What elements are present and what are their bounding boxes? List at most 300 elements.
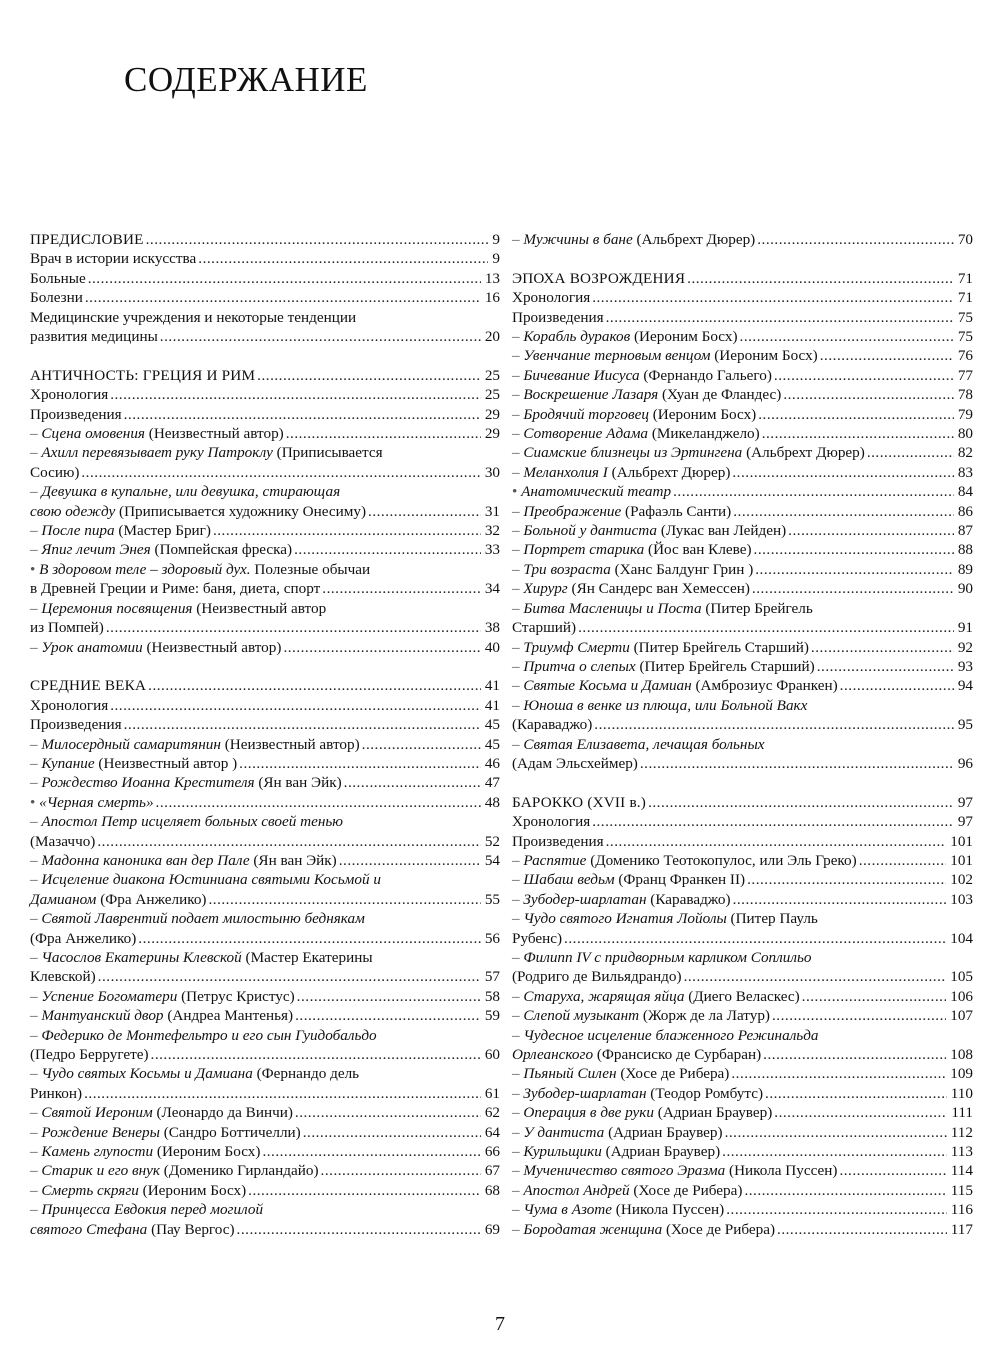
toc-entry-title	[512, 230, 755, 249]
entry-text: в Древней Греции и Риме: баня, диета, спорт	[30, 580, 321, 598]
dot-leader	[592, 288, 954, 307]
artwork-title: Святые Косьма и Дамиан	[523, 677, 692, 695]
toc-entry[interactable]	[30, 424, 500, 443]
toc-entry[interactable]	[512, 735, 973, 774]
entry-marker: –	[512, 677, 524, 695]
toc-entry[interactable]	[30, 1064, 500, 1103]
entry-text: (Диего Веласкес)	[684, 987, 800, 1005]
toc-entry-title	[30, 1181, 246, 1200]
dot-leader	[754, 540, 954, 559]
toc-entry[interactable]	[30, 249, 500, 268]
entry-marker: –	[30, 1026, 42, 1044]
dot-leader	[687, 269, 954, 288]
toc-entry[interactable]	[512, 1200, 973, 1219]
toc-page-number: 87	[957, 522, 973, 540]
toc-entry-line	[512, 909, 973, 928]
toc-entry[interactable]	[30, 405, 500, 424]
entry-text: (Хосе де Рибера)	[662, 1220, 776, 1238]
toc-entry[interactable]	[512, 909, 973, 948]
toc-entry-line	[30, 327, 500, 346]
toc-entry-title	[30, 288, 83, 307]
toc-section-heading[interactable]	[30, 366, 500, 385]
toc-page-number: 33	[484, 541, 500, 559]
entry-text: Хронология	[512, 813, 591, 831]
toc-page-number: 104	[950, 929, 973, 947]
entry-marker: –	[512, 522, 524, 540]
toc-entry[interactable]	[512, 424, 973, 443]
artwork-title: Мадонна каноника ван дер Пале	[41, 851, 250, 869]
entry-marker: –	[30, 871, 42, 889]
toc-entry-line	[30, 482, 500, 501]
toc-entry[interactable]	[30, 1142, 500, 1161]
toc-entry-line	[512, 929, 973, 948]
entry-marker: –	[512, 1084, 524, 1102]
toc-entry-title	[30, 1123, 301, 1142]
toc-entry[interactable]	[512, 405, 973, 424]
toc-entry[interactable]	[30, 560, 500, 599]
toc-entry-title	[512, 715, 592, 734]
toc-entry-line	[512, 1045, 973, 1064]
toc-section-heading[interactable]	[30, 676, 500, 695]
toc-entry[interactable]	[512, 1181, 973, 1200]
toc-section-heading[interactable]	[30, 230, 500, 249]
toc-entry-title	[512, 657, 815, 676]
toc-page-number: 91	[957, 619, 973, 637]
entry-text: АНТИЧНОСТЬ: ГРЕЦИЯ И РИМ	[30, 366, 256, 384]
toc-entry-line	[30, 773, 500, 792]
toc-entry[interactable]	[512, 346, 973, 365]
toc-entry-line	[512, 890, 973, 909]
toc-page-number: 38	[484, 619, 500, 637]
entry-marker: –	[30, 987, 42, 1005]
entry-text: (Неизвестный автор )	[94, 754, 238, 772]
toc-page-number: 45	[484, 735, 500, 753]
toc-entry-title	[30, 967, 96, 986]
toc-entry[interactable]	[30, 308, 500, 347]
toc-entry[interactable]	[512, 657, 973, 676]
entry-text: (Амброзиус Франкен)	[691, 677, 838, 695]
toc-entry[interactable]	[512, 560, 973, 579]
toc-entry[interactable]	[30, 288, 500, 307]
toc-entry[interactable]	[30, 987, 500, 1006]
entry-text: (Неизвестный автор)	[144, 425, 284, 443]
toc-entry[interactable]	[512, 676, 973, 695]
dot-leader	[594, 715, 954, 734]
dot-leader	[110, 385, 481, 404]
toc-entry-title	[30, 696, 108, 715]
toc-entry[interactable]	[512, 327, 973, 346]
entry-text: (Питер Брейгель Старший)	[635, 657, 815, 675]
dot-leader	[765, 1084, 947, 1103]
artwork-title: Анатомический театр	[521, 483, 672, 501]
toc-entry[interactable]	[512, 696, 973, 735]
toc-entry[interactable]	[512, 1103, 973, 1122]
toc-entry[interactable]	[30, 521, 500, 540]
dot-leader	[295, 1006, 481, 1025]
dot-leader	[257, 366, 481, 385]
toc-entry-title	[30, 1200, 263, 1219]
toc-page-number: 62	[484, 1104, 500, 1122]
entry-marker: –	[512, 541, 524, 559]
dot-leader	[239, 754, 481, 773]
toc-entry-line	[512, 793, 973, 812]
toc-page-number: 54	[484, 851, 500, 869]
toc-entry-line	[30, 638, 500, 657]
dot-leader	[198, 249, 488, 268]
toc-entry-line	[30, 618, 500, 637]
toc-page-number: 83	[957, 463, 973, 481]
toc-entry[interactable]	[512, 385, 973, 404]
entry-marker: –	[30, 1201, 42, 1219]
dot-leader	[88, 269, 481, 288]
artwork-title: Часослов Екатерины Клевской	[41, 949, 242, 966]
toc-entry[interactable]	[30, 1006, 500, 1025]
entry-marker: –	[30, 735, 42, 753]
toc-entry[interactable]	[512, 366, 973, 385]
toc-entry-line	[30, 851, 500, 870]
toc-entry-title	[512, 1220, 775, 1239]
toc-page-number: 94	[957, 677, 973, 695]
toc-entry-title	[30, 773, 342, 792]
artwork-title: Чудесное исцеление блаженного Режинальда	[523, 1026, 819, 1044]
artwork-title: Купание	[41, 754, 95, 772]
entry-marker: –	[30, 483, 42, 501]
artwork-title: Сцена омовения	[41, 425, 145, 443]
toc-page-number: 13	[484, 269, 500, 287]
toc-page-number: 96	[957, 754, 973, 772]
toc-entry[interactable]	[512, 1064, 973, 1083]
toc-page-number: 113	[950, 1143, 973, 1161]
entry-marker: –	[512, 871, 524, 889]
entry-marker: –	[512, 1181, 524, 1199]
entry-text: (Хосе де Рибера)	[616, 1065, 730, 1083]
toc-entry-line	[512, 269, 973, 288]
toc-entry-line	[512, 657, 973, 676]
toc-entry[interactable]	[512, 1142, 973, 1161]
toc-entry[interactable]	[30, 1026, 500, 1065]
entry-marker: –	[512, 386, 524, 404]
toc-entry[interactable]	[30, 385, 500, 404]
entry-marker: –	[30, 949, 42, 966]
toc-entry-title	[30, 560, 370, 579]
toc-page-number: 68	[484, 1181, 500, 1199]
toc-entry[interactable]	[512, 812, 973, 831]
entry-text: (Йос ван Клеве)	[644, 541, 752, 559]
toc-page-number: 45	[484, 716, 500, 734]
entry-marker: –	[512, 425, 524, 443]
toc-entry-line	[512, 1064, 973, 1083]
toc-entry[interactable]	[30, 1123, 500, 1142]
toc-entry-line	[30, 909, 500, 928]
section-gap	[512, 249, 973, 268]
dot-leader	[839, 1161, 946, 1180]
toc-entry-title	[512, 1103, 772, 1122]
entry-text: Произведения	[30, 405, 122, 423]
toc-entry[interactable]	[512, 638, 973, 657]
entry-text: (Родриго де Вильядрандо)	[512, 968, 682, 986]
entry-text: СРЕДНИЕ ВЕКА	[30, 677, 147, 695]
toc-entry-line	[30, 715, 500, 734]
toc-entry-line	[512, 754, 973, 773]
toc-entry[interactable]	[512, 1161, 973, 1180]
artwork-title: Апостол Андрей	[523, 1181, 630, 1199]
entry-text: (Помпейская фреска)	[150, 541, 293, 559]
entry-marker: –	[30, 1104, 42, 1122]
toc-entry-line	[30, 1026, 500, 1045]
artwork-title: Девушка в купальне, или девушка, стирающая	[41, 483, 341, 501]
page-title: СОДЕРЖАНИЕ	[124, 60, 368, 99]
dot-leader	[98, 967, 481, 986]
artwork-title: Чудо святого Игнатия Лойолы	[523, 910, 727, 928]
toc-entry-title	[30, 715, 122, 734]
toc-entry[interactable]	[30, 269, 500, 288]
toc-entry-line	[512, 1103, 973, 1122]
toc-entry-title	[512, 1181, 742, 1200]
toc-entry-title	[30, 463, 79, 482]
toc-page-number: 34	[484, 580, 500, 598]
toc-entry[interactable]	[30, 812, 500, 851]
toc-page-number: 106	[950, 987, 973, 1005]
entry-text: (Доменико Теотокопулос, или Эль Греко)	[586, 851, 857, 869]
toc-entry-line	[30, 754, 500, 773]
toc-entry-line	[30, 560, 500, 579]
toc-entry-title	[512, 735, 765, 754]
toc-entry[interactable]	[512, 1006, 973, 1025]
toc-entry[interactable]	[30, 754, 500, 773]
artwork-title: Принцесса Евдокия перед могилой	[41, 1201, 264, 1219]
toc-entry-title	[30, 443, 383, 462]
artwork-title: Федерико де Монтефельтро и его сын Гуидобальдо	[41, 1026, 377, 1044]
entry-marker: –	[30, 1162, 42, 1180]
entry-text: Произведения	[512, 832, 604, 850]
toc-entry-line	[512, 1084, 973, 1103]
entry-text: (Караваджо)	[512, 716, 593, 734]
toc-page-number: 95	[957, 716, 973, 734]
toc-page-number: 109	[950, 1065, 973, 1083]
toc-entry-title	[30, 521, 211, 540]
toc-page-number: 97	[957, 793, 973, 811]
entry-text: (Караваджо)	[646, 890, 731, 908]
toc-page-number: 101	[950, 832, 973, 850]
toc-entry[interactable]	[30, 540, 500, 559]
toc-entry-line	[512, 560, 973, 579]
toc-entry-title	[30, 1045, 149, 1064]
dot-leader	[732, 463, 953, 482]
toc-entry[interactable]	[30, 1181, 500, 1200]
entry-marker: –	[512, 735, 524, 753]
entry-text: (Адриан Браувер)	[653, 1104, 773, 1122]
toc-page-number: 20	[484, 328, 500, 346]
artwork-title: У дантиста	[523, 1123, 605, 1141]
toc-page-number: 112	[950, 1123, 973, 1141]
entry-marker: –	[512, 463, 524, 481]
toc-entry-line	[512, 579, 973, 598]
toc-entry[interactable]	[512, 890, 973, 909]
toc-page-number: 9	[492, 231, 500, 248]
toc-entry-line	[512, 502, 973, 521]
dot-leader	[124, 715, 481, 734]
toc-entry-line	[512, 870, 973, 889]
toc-entry[interactable]	[512, 948, 973, 987]
toc-entry-title	[512, 851, 857, 870]
toc-entry[interactable]	[30, 599, 500, 638]
toc-entry-title	[30, 405, 122, 424]
toc-entry[interactable]	[30, 793, 500, 812]
dot-leader	[297, 987, 481, 1006]
toc-page-number: 115	[950, 1181, 973, 1199]
dot-leader	[564, 929, 946, 948]
toc-entry-line	[512, 1181, 973, 1200]
toc-page-number: 52	[484, 832, 500, 850]
toc-entry-line	[30, 890, 500, 909]
toc-entry-title	[30, 909, 365, 928]
toc-entry-title	[30, 618, 104, 637]
dot-leader	[213, 521, 481, 540]
dot-leader	[726, 1200, 947, 1219]
toc-entry-title	[30, 754, 237, 773]
toc-page-number: 82	[957, 444, 973, 462]
toc-page-number: 76	[957, 347, 973, 365]
toc-entry[interactable]	[512, 851, 973, 870]
toc-entry[interactable]	[30, 443, 500, 482]
artwork-title: святого Стефана	[30, 1220, 148, 1238]
artwork-title: Успение Богоматери	[41, 987, 178, 1005]
dot-leader	[747, 870, 946, 889]
dot-leader	[788, 521, 954, 540]
toc-entry-title	[512, 1123, 723, 1142]
toc-entry[interactable]	[512, 230, 973, 249]
toc-page-number: 41	[484, 677, 500, 695]
toc-entry-line	[30, 424, 500, 443]
toc-entry[interactable]	[30, 870, 500, 909]
entry-marker: –	[30, 851, 42, 869]
toc-entry[interactable]	[512, 288, 973, 307]
toc-entry[interactable]	[30, 715, 500, 734]
entry-text: Рубенс)	[512, 929, 563, 947]
toc-entry[interactable]	[512, 1123, 973, 1142]
toc-page-number: 25	[484, 366, 500, 384]
toc-entry[interactable]	[30, 1103, 500, 1122]
toc-entry[interactable]	[512, 540, 973, 559]
toc-entry-title	[30, 269, 86, 288]
entry-text: ПРЕДИСЛОВИЕ	[30, 231, 144, 248]
entry-text: Клевской)	[30, 968, 96, 986]
toc-entry-line	[512, 735, 973, 754]
toc-entry-title	[30, 1026, 377, 1045]
toc-entry[interactable]	[30, 1161, 500, 1180]
toc-entry[interactable]	[30, 948, 500, 987]
toc-entry-line	[30, 308, 500, 327]
toc-entry[interactable]	[30, 482, 500, 521]
entry-marker: –	[512, 1065, 524, 1083]
toc-entry[interactable]	[512, 308, 973, 327]
toc-entry-title	[30, 366, 255, 385]
dot-leader	[578, 618, 954, 637]
toc-entry[interactable]	[30, 773, 500, 792]
entry-text: (Петрус Кристус)	[177, 987, 295, 1005]
artwork-title: Триумф Смерти	[523, 638, 630, 656]
toc-entry[interactable]	[512, 521, 973, 540]
entry-marker: –	[512, 1162, 524, 1180]
toc-entry[interactable]	[30, 1200, 500, 1239]
toc-page-number: 71	[957, 289, 973, 307]
toc-page-number: 102	[950, 871, 973, 889]
toc-entry-title	[512, 696, 807, 715]
entry-text: (Жорж де ла Латур)	[639, 1007, 770, 1025]
toc-entry-title	[512, 618, 576, 637]
dot-leader	[248, 1181, 481, 1200]
toc-entry[interactable]	[512, 832, 973, 851]
toc-entry[interactable]	[512, 599, 973, 638]
toc-entry[interactable]	[512, 1220, 973, 1239]
toc-entry[interactable]	[30, 638, 500, 657]
toc-entry[interactable]	[512, 1084, 973, 1103]
toc-entry[interactable]	[512, 1026, 973, 1065]
artwork-title: Воскрешение Лазаря	[523, 386, 659, 404]
toc-entry-title	[512, 540, 752, 559]
entry-marker: –	[30, 910, 42, 928]
toc-page-number: 71	[957, 269, 973, 287]
section-gap	[30, 657, 500, 676]
entry-marker: –	[512, 1201, 524, 1219]
toc-entry-line	[30, 1103, 500, 1122]
entry-marker: –	[512, 890, 524, 908]
artwork-title: Сотворение Адама	[523, 425, 649, 443]
dot-leader	[106, 618, 481, 637]
entry-text: (Доменико Гирландайо)	[160, 1162, 319, 1180]
entry-text: (Приписывается художнику Онесиму)	[115, 502, 367, 520]
toc-entry-line	[30, 385, 500, 404]
toc-entry[interactable]	[30, 735, 500, 754]
dot-leader	[156, 793, 481, 812]
entry-marker: –	[512, 910, 524, 928]
dot-leader	[262, 1142, 480, 1161]
toc-entry[interactable]	[512, 870, 973, 889]
entry-marker: –	[512, 1026, 524, 1044]
dot-leader	[774, 1103, 947, 1122]
toc-entry[interactable]	[512, 987, 973, 1006]
entry-marker: •	[30, 793, 40, 811]
toc-entry[interactable]	[30, 696, 500, 715]
toc-page-number: 89	[957, 560, 973, 578]
toc-entry[interactable]	[30, 909, 500, 948]
toc-entry-title	[30, 579, 320, 598]
toc-entry-title	[30, 793, 154, 812]
artwork-title: Урок анатомии	[41, 638, 143, 656]
entry-text: (Пау Вергос)	[147, 1220, 235, 1238]
toc-entry-title	[512, 890, 731, 909]
toc-entry-title	[512, 832, 604, 851]
dot-leader	[286, 424, 481, 443]
artwork-title: Старик и его внук	[41, 1162, 160, 1180]
toc-entry[interactable]	[512, 579, 973, 598]
entry-text: Произведения	[30, 716, 122, 734]
toc-entry[interactable]	[512, 463, 973, 482]
toc-page-number: 110	[950, 1084, 973, 1102]
artwork-title: Пьяный Силен	[523, 1065, 617, 1083]
dot-leader	[362, 735, 481, 754]
artwork-title: Камень глупости	[41, 1143, 154, 1161]
toc-entry[interactable]	[512, 482, 973, 501]
toc-page-number: 69	[484, 1220, 500, 1238]
toc-entry[interactable]	[30, 851, 500, 870]
entry-text: (Ян ван Эйк)	[249, 851, 337, 869]
toc-entry[interactable]	[512, 502, 973, 521]
entry-text: (Андреа Мантенья)	[163, 1007, 294, 1025]
toc-section-heading[interactable]	[512, 269, 973, 288]
toc-section-heading[interactable]	[512, 793, 973, 812]
toc-entry[interactable]	[512, 443, 973, 462]
